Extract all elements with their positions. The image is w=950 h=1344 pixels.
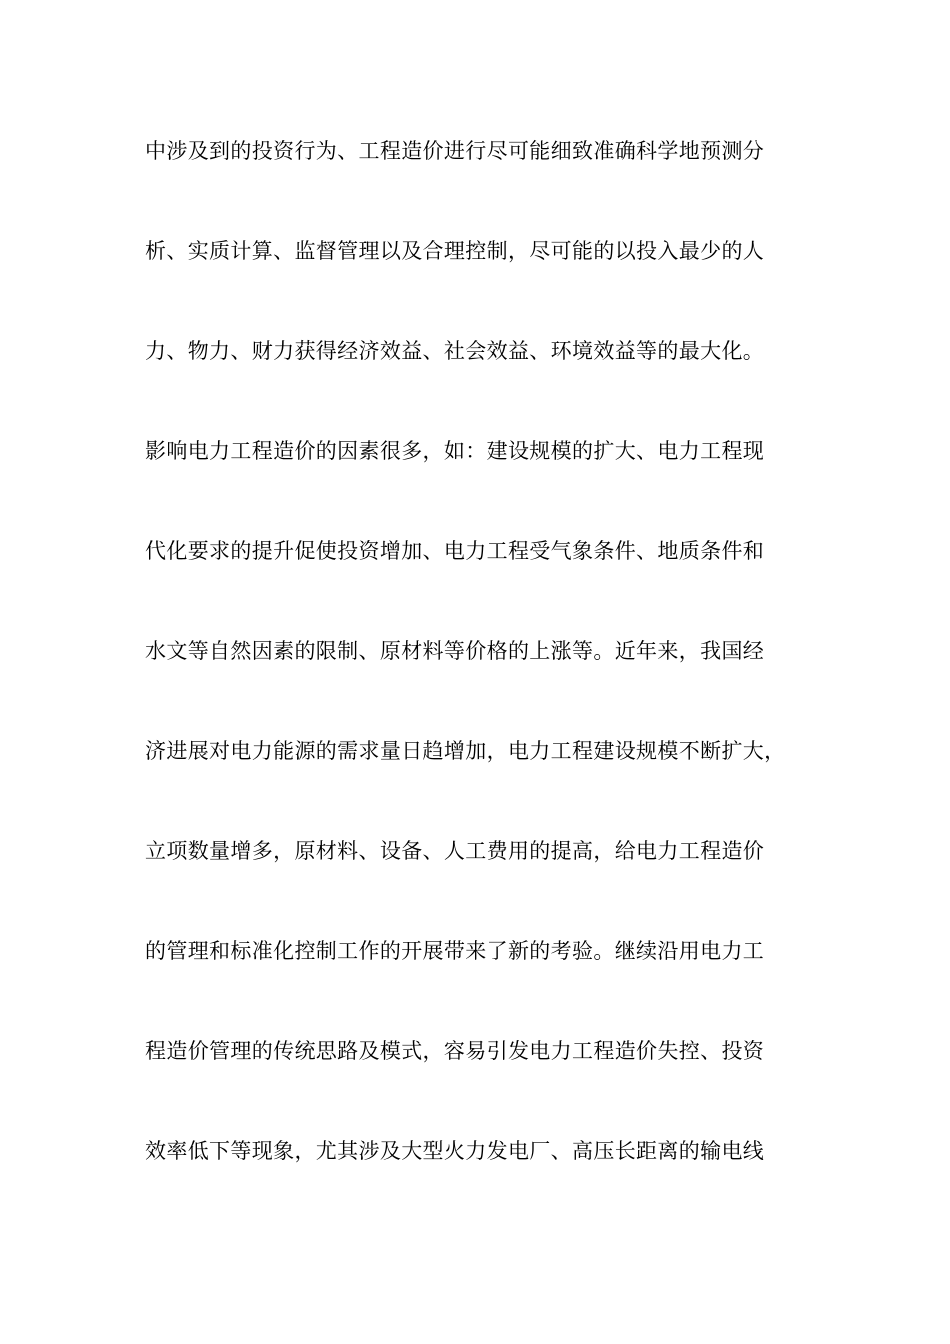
- text-line-11: 效率低下等现象，尤其涉及大型火力发电厂、高压长距离的输电线: [145, 1139, 765, 1163]
- text-line-5: 代化要求的提升促使投资增加、电力工程受气象条件、地质条件和: [145, 539, 765, 563]
- text-line-9: 的管理和标准化控制工作的开展带来了新的考验。继续沿用电力工: [145, 939, 765, 963]
- text-line-2: 析、实质计算、监督管理以及合理控制，尽可能的以投入最少的人: [145, 239, 765, 263]
- text-line-4: 影响电力工程造价的因素很多，如：建设规模的扩大、电力工程现: [145, 439, 765, 463]
- text-line-6: 水文等自然因素的限制、原材料等价格的上涨等。近年来，我国经: [145, 639, 765, 663]
- text-line-10: 程造价管理的传统思路及模式，容易引发电力工程造价失控、投资: [145, 1039, 765, 1063]
- text-line-8: 立项数量增多，原材料、设备、人工费用的提高，给电力工程造价: [145, 839, 765, 863]
- text-line-3: 力、物力、财力获得经济效益、社会效益、环境效益等的最大化。: [145, 339, 765, 363]
- body-text: [145, 128, 835, 1228]
- text-line-7: 济进展对电力能源的需求量日趋增加，电力工程建设规模不断扩大，: [145, 739, 786, 763]
- text-line-1: 中涉及到的投资行为、工程造价进行尽可能细致准确科学地预测分: [145, 139, 765, 163]
